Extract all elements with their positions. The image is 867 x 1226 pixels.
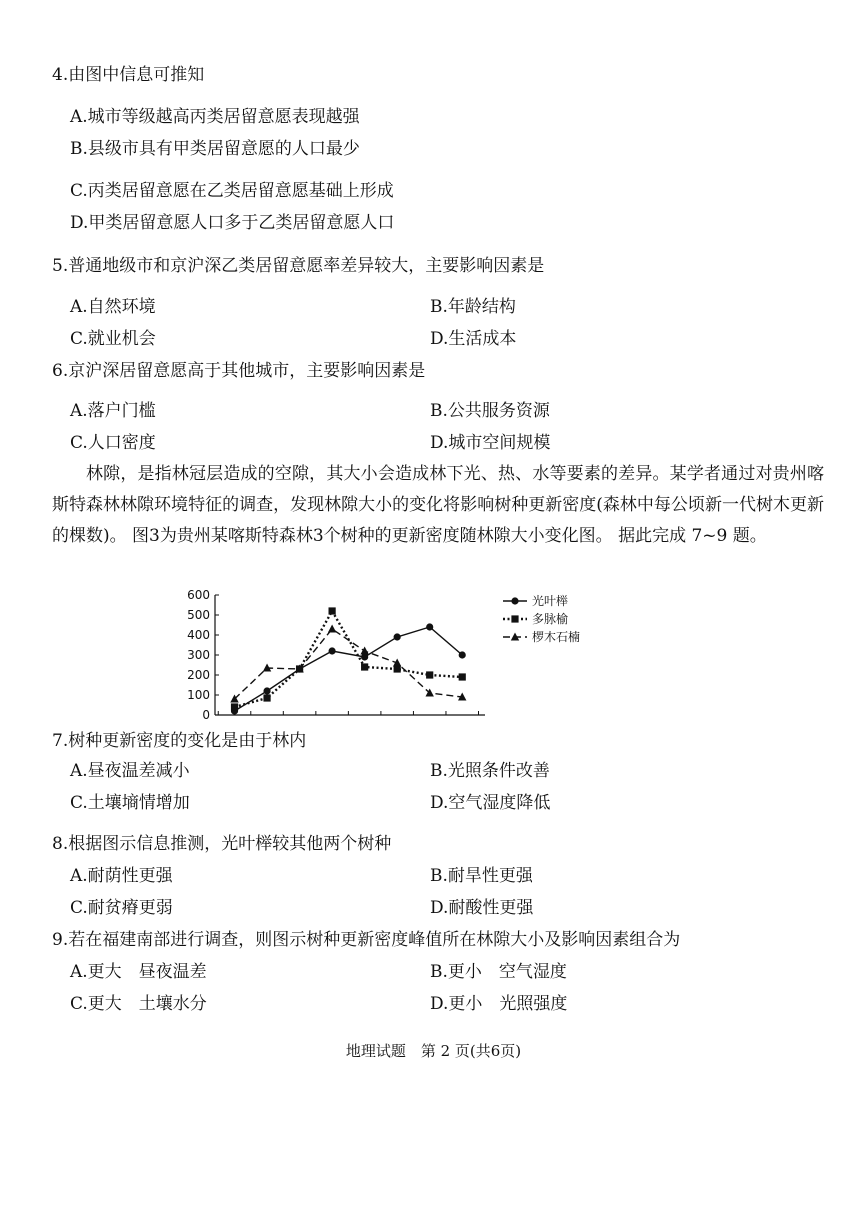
q9-option-b: B.更小 空气湿度	[430, 962, 567, 982]
y-tick-label: 0	[202, 708, 210, 722]
data-point	[329, 607, 336, 614]
q6-option-a: A.落户门槛	[70, 401, 156, 421]
q4-option-d: D.甲类居留意愿人口多于乙类居留意愿人口	[70, 213, 395, 233]
q5-option-b: B.年龄结构	[430, 297, 516, 317]
data-point	[361, 663, 368, 670]
y-tick-labels	[187, 588, 210, 722]
y-tick-label: 400	[187, 628, 210, 642]
y-tick-label: 100	[187, 688, 210, 702]
data-point	[426, 671, 433, 678]
passage: 林隙，是指林冠层造成的空隙，其大小会造成林下光、热、水等要素的差异。某学者通过对贵州喀斯特森林林隙环境特征的调查，发现林隙大小的变化将影响树种更新密度(森林中每公顷新一代树木更新的棵数)。 图3为贵州某喀斯特森林3个树种的更新密度随林隙大小变化图。 据此完成 7~9 题。	[52, 464, 824, 546]
q9-option-d: D.更小 光照强度	[430, 994, 568, 1014]
q8-option-c: C.耐贫瘠更弱	[70, 898, 173, 918]
q4-stem: 4.由图中信息可推知	[52, 65, 205, 85]
q6-stem: 6.京沪深居留意愿高于其他城市，主要影响因素是	[52, 361, 426, 381]
page-footer: 地理试题 第 2 页(共6页)	[345, 1042, 522, 1060]
data-point	[394, 633, 401, 640]
y-tick-label: 600	[187, 588, 210, 602]
q5-option-c: C.就业机会	[70, 329, 156, 349]
q4-option-b: B.县级市具有甲类居留意愿的人口最少	[70, 139, 360, 159]
y-tick-label: 200	[187, 668, 210, 682]
chart-series	[230, 607, 466, 714]
q6-option-b: B.公共服务资源	[430, 401, 550, 421]
q9-option-c: C.更大 土壤水分	[70, 994, 207, 1014]
legend-label: 光叶榉	[532, 594, 569, 608]
data-point	[459, 673, 466, 680]
y-tick-label: 300	[187, 648, 210, 662]
y-tick-label: 500	[187, 608, 210, 622]
q8-option-a: A.耐荫性更强	[70, 866, 173, 886]
q9-stem: 9.若在福建南部进行调查，则图示树种更新密度峰值所在林隙大小及影响因素组合为	[52, 930, 681, 950]
data-point	[263, 694, 270, 701]
data-point	[263, 687, 270, 694]
data-point	[511, 615, 518, 622]
data-point	[459, 651, 466, 658]
q7-option-d: D.空气湿度降低	[430, 793, 551, 813]
q5-option-d: D.生活成本	[430, 329, 517, 349]
q8-option-d: D.耐酸性更强	[430, 898, 534, 918]
q7-option-b: B.光照条件改善	[430, 761, 550, 781]
q7-option-a: A.昼夜温差减小	[70, 761, 190, 781]
q6-option-d: D.城市空间规模	[430, 433, 551, 453]
legend-label: 多脉榆	[532, 612, 569, 626]
q7-option-c: C.土壤墒情增加	[70, 793, 190, 813]
data-point	[511, 597, 518, 604]
q7-stem: 7.树种更新密度的变化是由于林内	[52, 731, 307, 751]
data-point	[329, 647, 336, 654]
legend-label: 椤木石楠	[532, 630, 581, 644]
data-point	[426, 623, 433, 630]
data-point	[231, 703, 238, 710]
q8-stem: 8.根据图示信息推测，光叶榉较其他两个树种	[52, 834, 392, 854]
chart-legend	[503, 593, 580, 644]
q6-option-c: C.人口密度	[70, 433, 156, 453]
q5-stem: 5.普通地级市和京沪深乙类居留意愿率差异较大，主要影响因素是	[52, 256, 545, 276]
gap-size-chart	[175, 585, 595, 725]
q9-option-a: A.更大 昼夜温差	[70, 962, 207, 982]
q8-option-b: B.耐旱性更强	[430, 866, 533, 886]
data-point	[360, 647, 368, 655]
q5-option-a: A.自然环境	[70, 297, 156, 317]
data-point	[328, 625, 336, 633]
q4-option-c: C.丙类居留意愿在乙类居留意愿基础上形成	[70, 181, 394, 201]
q4-option-a: A.城市等级越高丙类居留意愿表现越强	[70, 107, 360, 127]
